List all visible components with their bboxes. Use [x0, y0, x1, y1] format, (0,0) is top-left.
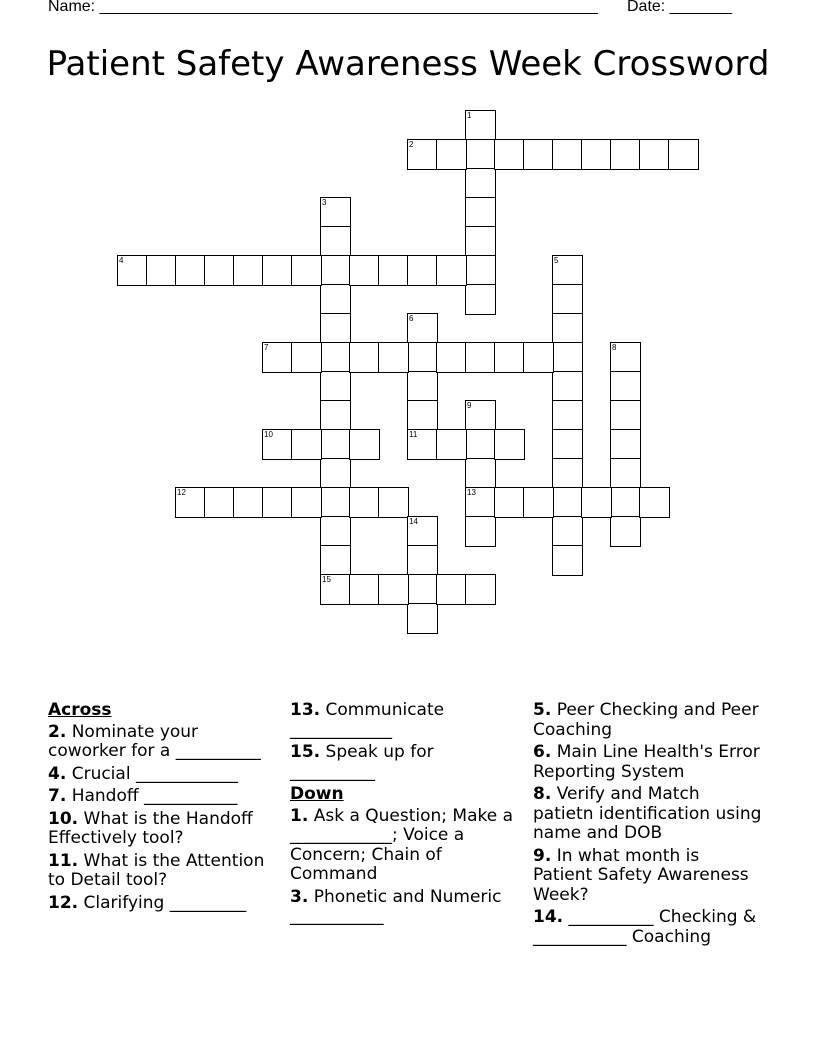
clues-column-2 — [290, 701, 515, 930]
crossword-cell[interactable] — [407, 313, 438, 344]
clue-down-9 — [533, 847, 763, 906]
clue-text: What is the Handoff Effectively tool? — [48, 808, 253, 848]
cell-number: 6 — [409, 314, 414, 323]
clue-down-5 — [533, 701, 763, 740]
crossword-cell[interactable] — [291, 429, 322, 460]
crossword-cell[interactable] — [465, 516, 496, 547]
clue-text: Verify and Match patietn identification using name and DOB — [533, 784, 762, 843]
crossword-cell[interactable] — [436, 255, 467, 286]
crossword-cell[interactable] — [552, 255, 583, 286]
clue-text: Speak up for __________ — [290, 742, 434, 782]
crossword-cell[interactable] — [523, 342, 554, 373]
crossword-cell[interactable] — [465, 226, 496, 257]
crossword-cell[interactable] — [407, 545, 438, 576]
crossword-cell[interactable] — [552, 284, 583, 315]
clue-across-12 — [48, 894, 273, 914]
cell-number: 3 — [322, 198, 327, 207]
clue-number: 13. — [290, 700, 321, 720]
crossword-cell[interactable] — [523, 487, 554, 518]
clue-text: Nominate your coworker for a __________ — [48, 721, 261, 761]
crossword-cell[interactable] — [465, 110, 496, 141]
crossword-cell[interactable] — [146, 255, 177, 286]
clue-number: 3. — [290, 886, 309, 907]
clue-number: 4. — [48, 763, 67, 784]
crossword-cell[interactable] — [465, 139, 496, 170]
crossword-cell[interactable] — [610, 371, 641, 402]
clue-down-8 — [533, 785, 763, 844]
cell-number: 13 — [467, 488, 476, 497]
crossword-cell[interactable] — [320, 313, 351, 344]
crossword-cell[interactable] — [407, 371, 438, 402]
cell-number: 5 — [554, 256, 559, 265]
crossword-cell[interactable] — [117, 255, 148, 286]
clues-column-3 — [533, 701, 763, 950]
crossword-cell[interactable] — [320, 371, 351, 402]
cell-number: 11 — [409, 430, 418, 439]
clue-down-3 — [290, 888, 515, 927]
clue-across-10 — [48, 810, 273, 849]
clue-across-7 — [48, 787, 273, 807]
crossword-cell[interactable] — [523, 139, 554, 170]
clue-text: Communicate ____________ — [290, 700, 445, 740]
crossword-cell[interactable] — [465, 458, 496, 489]
crossword-cell[interactable] — [494, 487, 525, 518]
clue-down-14 — [533, 908, 763, 947]
crossword-cell[interactable] — [465, 487, 496, 518]
crossword-cell[interactable] — [552, 371, 583, 402]
crossword-cell[interactable] — [407, 400, 438, 431]
crossword-cell[interactable] — [204, 255, 235, 286]
crossword-cell[interactable] — [610, 342, 641, 373]
crossword-cell[interactable] — [494, 429, 525, 460]
crossword-cell[interactable] — [407, 516, 438, 547]
clue-across-15 — [290, 743, 515, 782]
clue-number: 9. — [533, 845, 552, 866]
crossword-cell[interactable] — [552, 313, 583, 344]
crossword-cell[interactable] — [552, 342, 583, 373]
down-heading: Down — [290, 784, 344, 804]
clue-text: Phonetic and Numeric ___________ — [290, 886, 502, 926]
crossword-cell[interactable] — [610, 139, 641, 170]
cell-number: 4 — [119, 256, 124, 265]
crossword-cell[interactable] — [552, 429, 583, 460]
crossword-cell[interactable] — [407, 429, 438, 460]
crossword-cell[interactable] — [465, 574, 496, 605]
clue-text: Crucial ____________ — [71, 763, 238, 784]
crossword-cell[interactable] — [407, 139, 438, 170]
crossword-cell[interactable] — [233, 255, 264, 286]
clue-text: __________ Checking & ___________ Coaching — [533, 907, 757, 947]
clue-text: Peer Checking and Peer Coaching — [533, 700, 759, 740]
crossword-cell[interactable] — [378, 255, 409, 286]
crossword-cell[interactable] — [407, 574, 438, 605]
cell-number: 2 — [409, 140, 414, 149]
crossword-cell[interactable] — [262, 487, 293, 518]
crossword-cell[interactable] — [465, 255, 496, 286]
clue-across-13 — [290, 701, 515, 740]
crossword-cell[interactable] — [465, 400, 496, 431]
crossword-cell[interactable] — [291, 342, 322, 373]
crossword-cell[interactable] — [610, 458, 641, 489]
crossword-cell[interactable] — [320, 545, 351, 576]
crossword-cell[interactable] — [233, 487, 264, 518]
crossword-cell[interactable] — [552, 400, 583, 431]
crossword-cell[interactable] — [204, 487, 235, 518]
crossword-cell[interactable] — [349, 574, 380, 605]
clue-number: 15. — [290, 742, 321, 762]
crossword-cell[interactable] — [436, 342, 467, 373]
crossword-cell[interactable] — [320, 255, 351, 286]
crossword-cell[interactable] — [349, 342, 380, 373]
clue-text: Clarifying _________ — [83, 892, 247, 913]
clue-text: What is the Attention to Detail tool? — [48, 850, 265, 890]
cell-number: 1 — [467, 111, 472, 120]
crossword-cell[interactable] — [262, 429, 293, 460]
crossword-cell[interactable] — [465, 197, 496, 228]
crossword-cell[interactable] — [320, 516, 351, 547]
crossword-cell[interactable] — [407, 255, 438, 286]
clue-down-1 — [290, 807, 515, 885]
crossword-cell[interactable] — [552, 545, 583, 576]
crossword-cell[interactable] — [378, 487, 409, 518]
clue-text: In what month is Patient Safety Awareness Week? — [533, 845, 749, 905]
crossword-cell[interactable] — [610, 516, 641, 547]
clue-number: 14. — [533, 907, 564, 927]
crossword-cell[interactable] — [552, 139, 583, 170]
crossword-cell[interactable] — [378, 342, 409, 373]
cell-number: 7 — [264, 343, 269, 352]
clue-number: 8. — [533, 784, 552, 804]
clue-across-11 — [48, 852, 273, 891]
crossword-cell[interactable] — [436, 139, 467, 170]
crossword-cell[interactable] — [349, 487, 380, 518]
crossword-cell[interactable] — [465, 284, 496, 315]
cell-number: 10 — [264, 430, 273, 439]
crossword-cell[interactable] — [407, 603, 438, 634]
crossword-cell[interactable] — [175, 255, 206, 286]
crossword-cell[interactable] — [494, 342, 525, 373]
cell-number: 14 — [409, 517, 418, 526]
crossword-cell[interactable] — [581, 139, 612, 170]
crossword-cell[interactable] — [320, 342, 351, 373]
crossword-cell[interactable] — [494, 139, 525, 170]
across-heading: Across — [48, 700, 112, 720]
crossword-cell[interactable] — [175, 487, 206, 518]
crossword-cell[interactable] — [610, 429, 641, 460]
clue-text: Handoff ___________ — [71, 786, 238, 806]
crossword-cell[interactable] — [291, 255, 322, 286]
clue-number: 12. — [48, 892, 79, 913]
crossword-cell[interactable] — [465, 168, 496, 199]
crossword-cell[interactable] — [436, 574, 467, 605]
cell-number: 8 — [612, 343, 617, 352]
crossword-cell[interactable] — [320, 458, 351, 489]
crossword-cell[interactable] — [552, 487, 583, 518]
cell-number: 15 — [322, 575, 331, 584]
crossword-cell[interactable] — [436, 429, 467, 460]
clue-number: 1. — [290, 805, 309, 826]
clue-number: 5. — [533, 700, 552, 720]
clue-text: Ask a Question; Make a ____________; Voice a Concern; Chain of Command — [290, 805, 514, 884]
crossword-cell[interactable] — [320, 400, 351, 431]
crossword-cell[interactable] — [378, 574, 409, 605]
page-title: Patient Safety Awareness Week Crossword — [46, 44, 770, 84]
crossword-cell[interactable] — [320, 429, 351, 460]
crossword-cell[interactable] — [320, 284, 351, 315]
crossword-cell[interactable] — [262, 342, 293, 373]
crossword-cell[interactable] — [610, 487, 641, 518]
clue-down-6 — [533, 743, 763, 782]
crossword-cell[interactable] — [610, 400, 641, 431]
crossword-cell[interactable] — [465, 342, 496, 373]
crossword-cell[interactable] — [291, 487, 322, 518]
clues-column-1 — [48, 701, 273, 916]
clue-across-2 — [48, 723, 273, 762]
clue-text: Main Line Health's Error Reporting System — [533, 742, 760, 782]
crossword-cell[interactable] — [639, 139, 670, 170]
crossword-cell[interactable] — [320, 487, 351, 518]
crossword-cell[interactable] — [581, 487, 612, 518]
crossword-cell[interactable] — [668, 139, 699, 170]
crossword-cell[interactable] — [320, 574, 351, 605]
clue-number: 2. — [48, 721, 67, 742]
crossword-cell[interactable] — [349, 429, 380, 460]
clue-number: 10. — [48, 808, 79, 829]
name-field-label: Name: ________________________________________________________ — [48, 0, 598, 15]
crossword-cell[interactable] — [262, 255, 293, 286]
cell-number: 12 — [177, 488, 186, 497]
cell-number: 9 — [467, 401, 472, 410]
crossword-cell[interactable] — [552, 516, 583, 547]
crossword-cell[interactable] — [552, 458, 583, 489]
clue-number: 7. — [48, 786, 67, 806]
crossword-cell[interactable] — [320, 226, 351, 257]
crossword-cell[interactable] — [320, 197, 351, 228]
crossword-cell[interactable] — [465, 429, 496, 460]
crossword-cell[interactable] — [349, 255, 380, 286]
clue-number: 6. — [533, 742, 552, 762]
clue-number: 11. — [48, 850, 79, 871]
clue-across-4 — [48, 765, 273, 785]
date-field-label: Date: _______ — [627, 0, 732, 15]
crossword-cell[interactable] — [639, 487, 670, 518]
crossword-cell[interactable] — [407, 342, 438, 373]
